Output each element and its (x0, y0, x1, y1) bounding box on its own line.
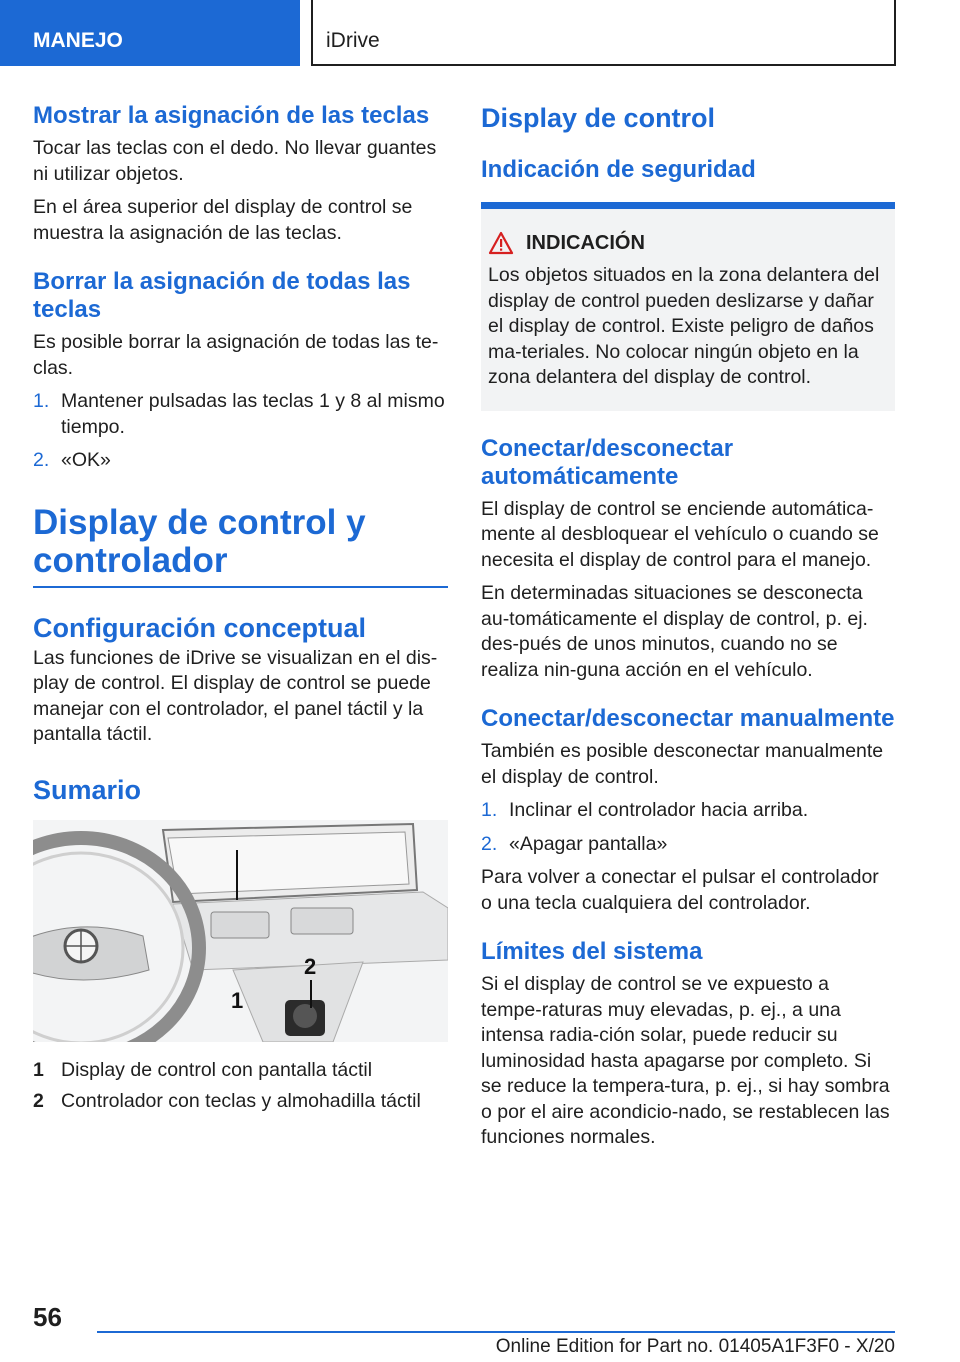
paragraph-delete: Es posible borrar la asignación de todas las te-clas. (33, 331, 439, 379)
notice-title-text: INDICACIÓN (526, 231, 645, 254)
heading-delete-assignment: Borrar la asignación de todas las teclas (33, 268, 411, 323)
figure-label-1: 1 (231, 987, 244, 1013)
paragraph-concept: Las funciones de iDrive se visualizan en el dis-play de control. El display de control se puede manejar con el controlador, el panel táctil y la pantalla táctil. (33, 646, 438, 745)
list-text: «Apagar pantalla» (509, 832, 668, 855)
heading-concept: Configuración conceptual (33, 612, 367, 643)
list-item (481, 798, 895, 824)
heading-safety: Indicación de seguridad (481, 156, 756, 183)
left-column (33, 102, 448, 1115)
header-chapter-label: iDrive (326, 29, 380, 52)
paragraph-limits: Si el display de control se ve expuesto a tempe-raturas muy elevadas, p. ej., a una intensa radia-ción solar, puede reducir su luminosidad hasta apagarse por completo. Si se reduce la tempera-tura, p. ej., si hay sombra o por el aire acondicio-nado, se restablecen las funciones normales. (481, 973, 890, 1148)
legend-text: Controlador con teclas y almohadilla táctil (61, 1090, 421, 1112)
notice-text: Los objetos situados en la zona delantera del display de control pueden deslizarse y dañar el display de control. Existe peligro de daños ma-teriales. No colocar ningún objeto en la zona delantera del display de control. (488, 264, 880, 388)
heading-summary: Sumario (33, 774, 142, 805)
page-number: 56 (33, 1302, 62, 1332)
list-item (33, 389, 448, 440)
legend-item (33, 1058, 448, 1084)
list-text: Mantener pulsadas las teclas 1 y 8 al mismo tiempo. (61, 390, 445, 438)
list-number: 2. (33, 449, 50, 471)
heading-display: Display de control (481, 103, 716, 133)
warning-triangle-icon (488, 231, 514, 255)
paragraph-auto-1: El display de control se enciende automática-mente al desbloquear el vehículo o cuando se necesita el display de control para el manejo. (481, 497, 879, 571)
heading-limits: Límites del sistema (481, 938, 703, 965)
list-text: Inclinar el controlador hacia arriba. (509, 799, 809, 821)
legend-text: Display de control con pantalla táctil (61, 1058, 373, 1081)
heading-auto: Conectar/desconectar automáticamente (481, 434, 734, 490)
heading-display-controller: Display de control y controlador (33, 502, 366, 580)
cockpit-illustration (33, 820, 448, 1042)
list-number: 2. (481, 832, 498, 855)
paragraph-auto-2: En determinadas situaciones se desconecta au-tomáticamente el display de control, p. ej. des-pués de unos minutos, cuando no se realiza nin-guna acción en el vehículo. (481, 582, 868, 681)
list-number: 1. (481, 799, 498, 821)
header-section (0, 0, 300, 66)
heading-manual: Conectar/desconectar manualmente (481, 705, 895, 732)
heading-show-assignment: Mostrar la asignación de las teclas (33, 102, 430, 129)
legend-number: 2 (33, 1090, 44, 1112)
list-item (481, 832, 895, 858)
list-text: «OK» (61, 449, 111, 471)
header-chapter (311, 0, 896, 66)
footer-rule (97, 1331, 895, 1333)
paragraph-show-2: En el área superior del display de control se muestra la asignación de las teclas. (33, 196, 413, 244)
paragraph-manual-2: Para volver a conectar el pulsar el controlador o una tecla cualquiera del controlador. (481, 866, 879, 914)
list-item (33, 448, 448, 474)
right-column (481, 102, 895, 1151)
header-section-label: MANEJO (33, 29, 123, 52)
paragraph-show-1: Tocar las teclas con el dedo. No llevar guantes ni utilizar objetos. (33, 137, 437, 185)
list-number: 1. (33, 390, 50, 412)
paragraph-manual: También es posible desconectar manualmente el display de control. (481, 740, 884, 788)
figure-label-2: 2 (304, 953, 317, 979)
safety-notice (481, 202, 895, 411)
notice-title (488, 231, 888, 255)
legend-item (33, 1089, 448, 1115)
footer-edition: Online Edition for Part no. 01405A1F3F0 - X/20 (495, 1336, 895, 1357)
legend-number: 1 (33, 1058, 44, 1081)
